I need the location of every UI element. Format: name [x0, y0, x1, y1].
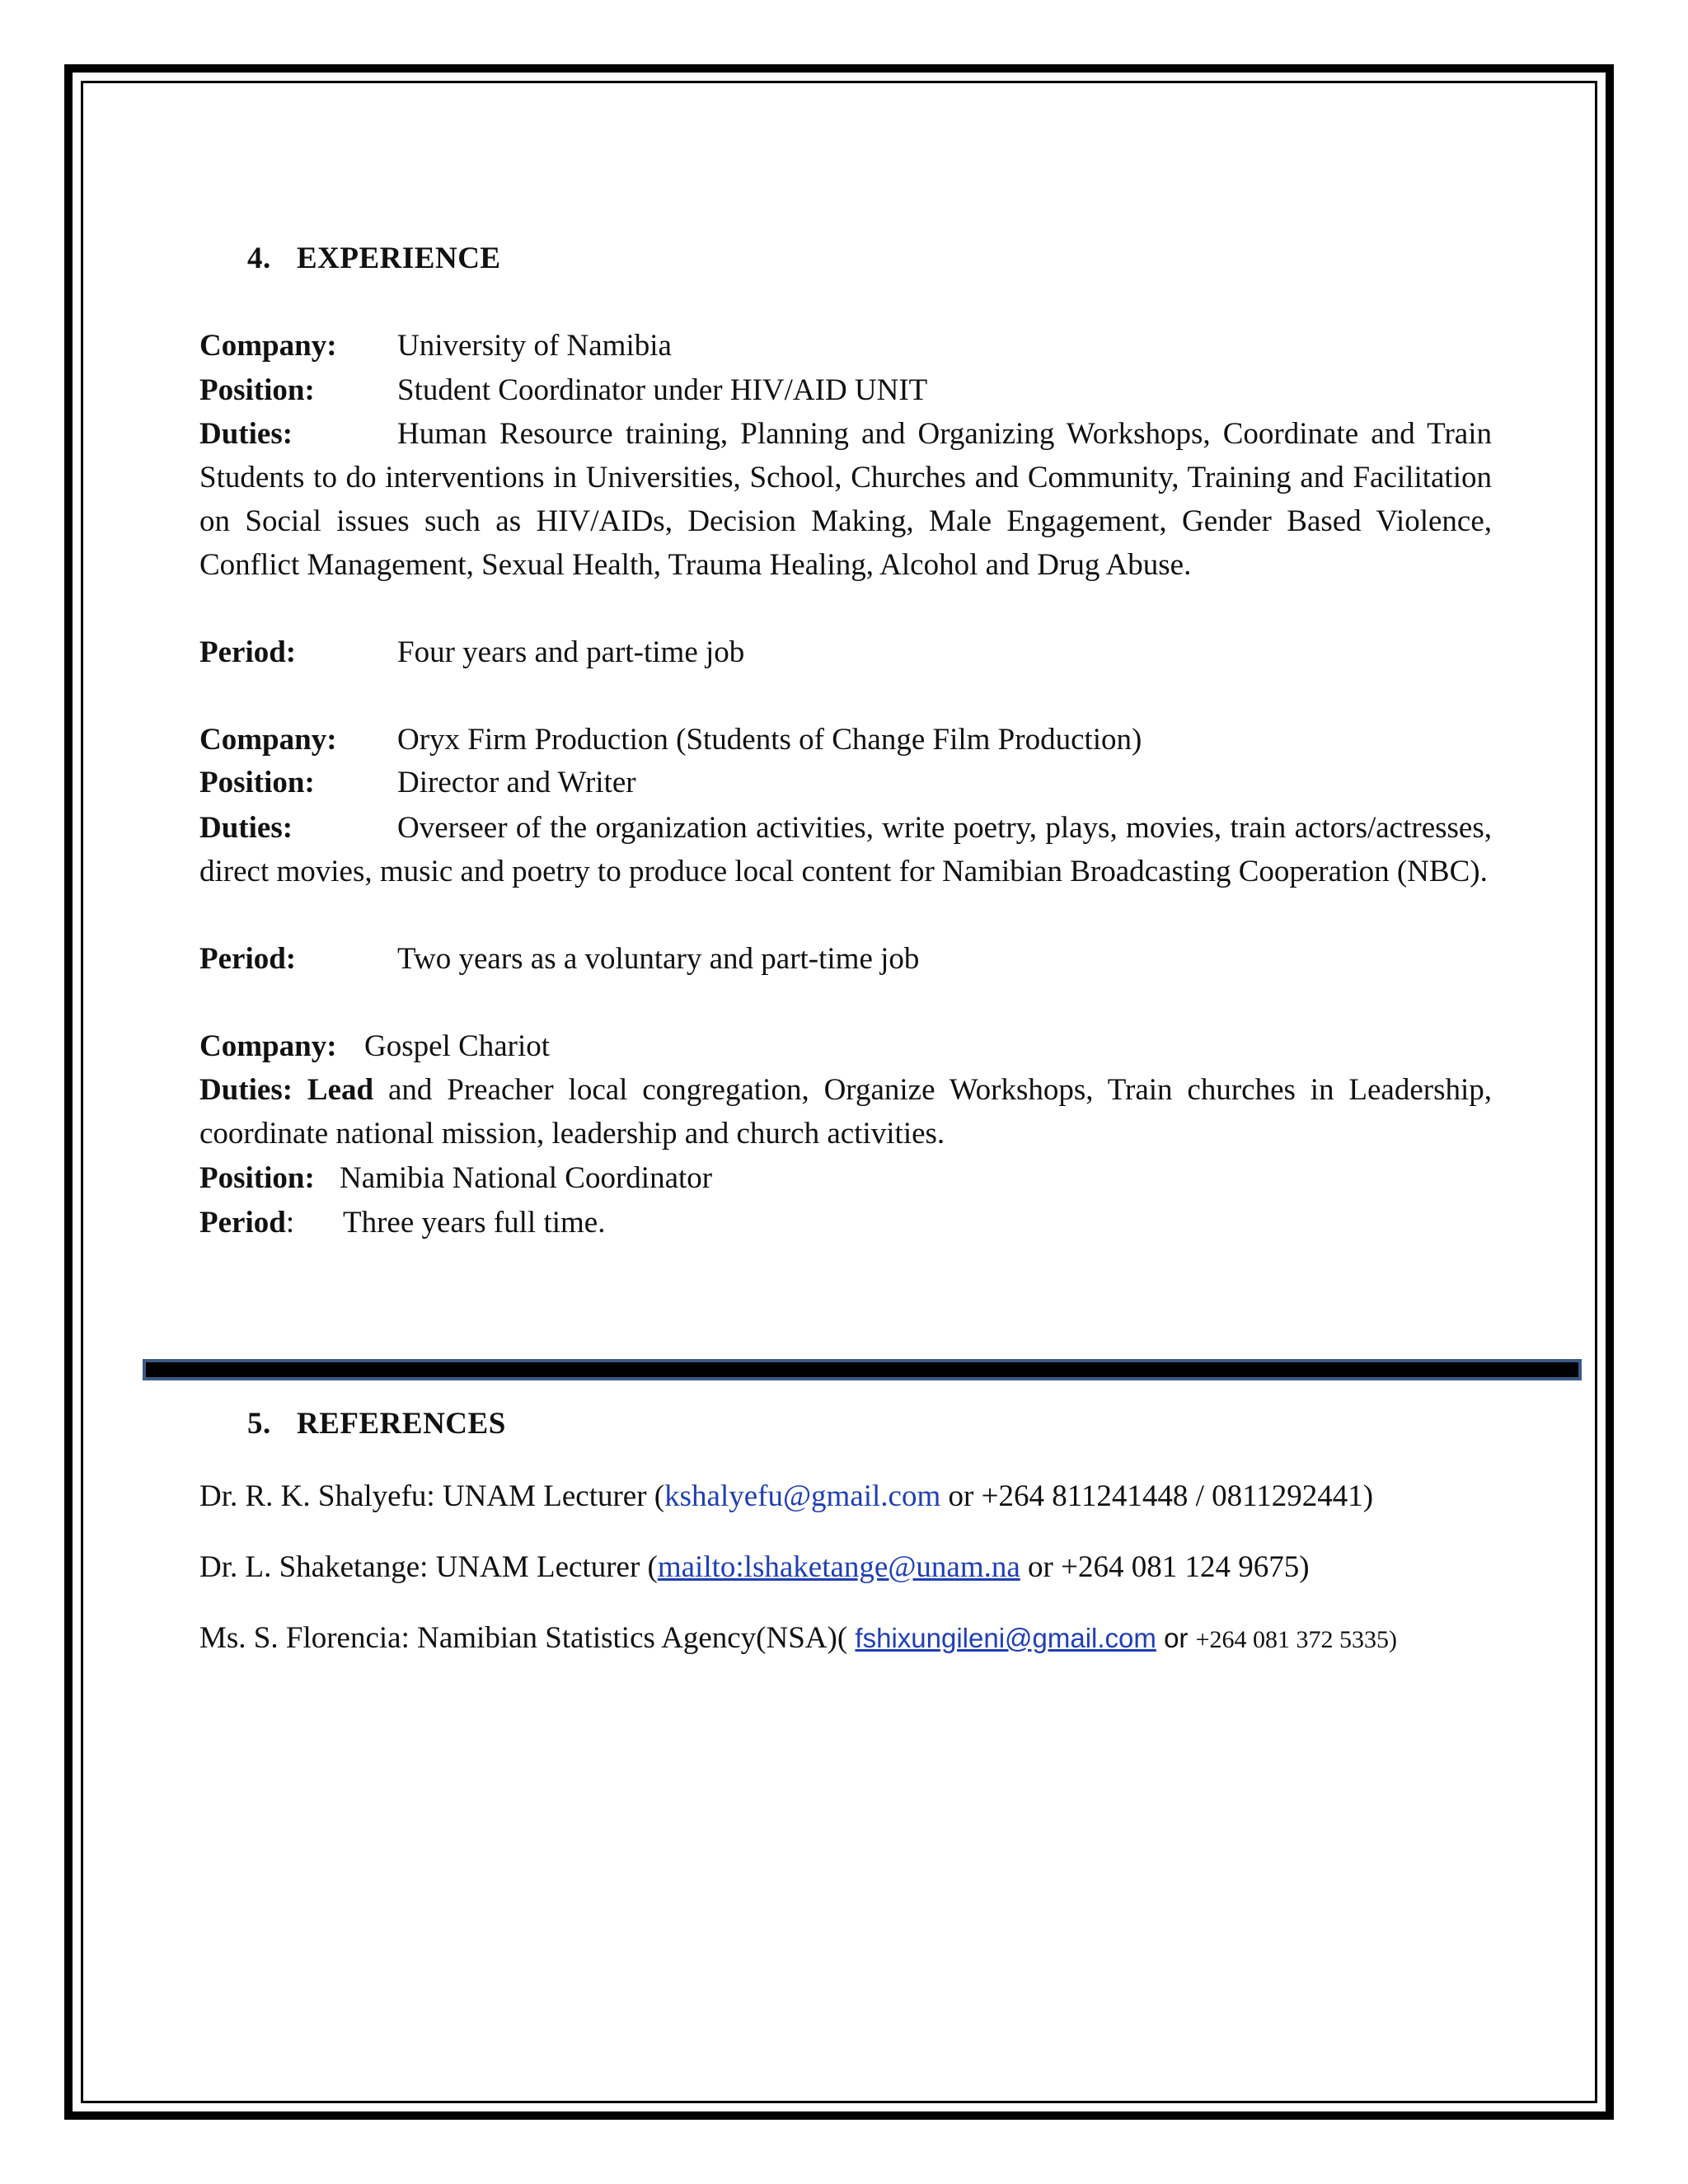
- reference-phone: +264 081 372 5335): [1195, 1626, 1398, 1653]
- experience-heading: [247, 241, 501, 277]
- duties-label: Duties:: [199, 417, 293, 451]
- duties-value: Overseer of the organization activities, write poetry, plays, movies, train actors/actresses, direct movies, music and poetry to produce local content for Namibian Broadcasting Cooperation (NBC).: [199, 811, 1492, 888]
- duties-value: and Preacher local congregation, Organize Workshops, Train churches in Leadership, coordinate national mission, leadership and church activities.: [199, 1073, 1493, 1151]
- reference-email-link[interactable]: mailto:lshaketange@unam.na: [657, 1550, 1020, 1584]
- period-value: Four years and part-time job: [397, 635, 745, 669]
- period-label: Period: [199, 1206, 286, 1240]
- position-value: Director and Writer: [397, 766, 636, 799]
- duties-value: Human Resource training, Planning and Organizing Workshops, Coordinate and Train Students to do interventions in Universities, School, Churches and Community, Training and Facilitation on Social issues such as HIV/AIDs, Decision Making, Male Engagement, Gender Based Violence, Conflict Management, Sexual Health, Trauma Healing, Alcohol and Drug Abuse.: [199, 417, 1492, 582]
- period-colon: :: [285, 1206, 295, 1240]
- period-label: Period:: [199, 942, 297, 976]
- job-3-position-row: [199, 1160, 713, 1197]
- job-3-period-row: [199, 1205, 606, 1241]
- reference-email-link[interactable]: kshalyefu@gmail.com: [664, 1479, 941, 1513]
- reference-email-link[interactable]: fshixungileni@gmail.com: [855, 1623, 1156, 1653]
- reference-item-3: [199, 1620, 1397, 1658]
- position-value: Student Coordinator under HIV/AID UNIT: [397, 373, 928, 407]
- reference-phone: or +264 811241448 / 0811292441): [940, 1479, 1374, 1513]
- company-label: Company:: [199, 1029, 337, 1063]
- reference-item-1: [199, 1479, 1373, 1515]
- job-3-duties-paragraph: [199, 1068, 1492, 1155]
- company-value: Oryx Firm Production (Students of Change Film Production): [397, 723, 1142, 757]
- job-1-period-row: [199, 635, 745, 671]
- period-value: Two years as a voluntary and part-time job: [397, 942, 920, 976]
- job-2-duties-paragraph: [199, 806, 1492, 893]
- period-label: Period:: [199, 635, 297, 669]
- reference-name: Dr. R. K. Shalyefu: UNAM Lecturer (: [199, 1479, 665, 1513]
- job-3-company-row: [199, 1029, 551, 1065]
- reference-name: Ms. S. Florencia: Namibian Statistics Agency(NSA)(: [199, 1621, 856, 1655]
- experience-heading-text: EXPERIENCE: [297, 241, 501, 275]
- company-value: Gospel Chariot: [364, 1029, 551, 1063]
- job-1-company-row: [199, 328, 672, 364]
- position-value: Namibia National Coordinator: [340, 1161, 713, 1195]
- position-label: Position:: [199, 766, 315, 799]
- duties-lead-word: Lead: [307, 1073, 374, 1107]
- position-label: Position:: [199, 1161, 315, 1195]
- company-label: Company:: [199, 329, 337, 363]
- job-2-position-row: [199, 765, 636, 801]
- reference-name: Dr. L. Shaketange: UNAM Lecturer (: [199, 1550, 658, 1584]
- period-value: Three years full time.: [343, 1206, 606, 1240]
- references-heading-number: 5.: [247, 1407, 271, 1441]
- company-label: Company:: [199, 723, 337, 757]
- job-2-company-row: [199, 722, 1142, 758]
- duties-label: Duties:: [199, 811, 293, 845]
- reference-item-2: [199, 1549, 1310, 1586]
- reference-or: or: [1156, 1623, 1196, 1653]
- section-divider: [143, 1359, 1582, 1380]
- duties-label: Duties:: [199, 1073, 293, 1107]
- position-label: Position:: [199, 373, 315, 407]
- job-1-duties-paragraph: [199, 412, 1492, 587]
- job-1-position-row: [199, 373, 928, 409]
- references-heading: [247, 1406, 506, 1442]
- references-heading-text: REFERENCES: [297, 1407, 506, 1441]
- experience-heading-number: 4.: [247, 241, 271, 275]
- company-value: University of Namibia: [397, 329, 672, 363]
- job-2-period-row: [199, 941, 920, 977]
- reference-phone: or +264 081 124 9675): [1020, 1550, 1310, 1584]
